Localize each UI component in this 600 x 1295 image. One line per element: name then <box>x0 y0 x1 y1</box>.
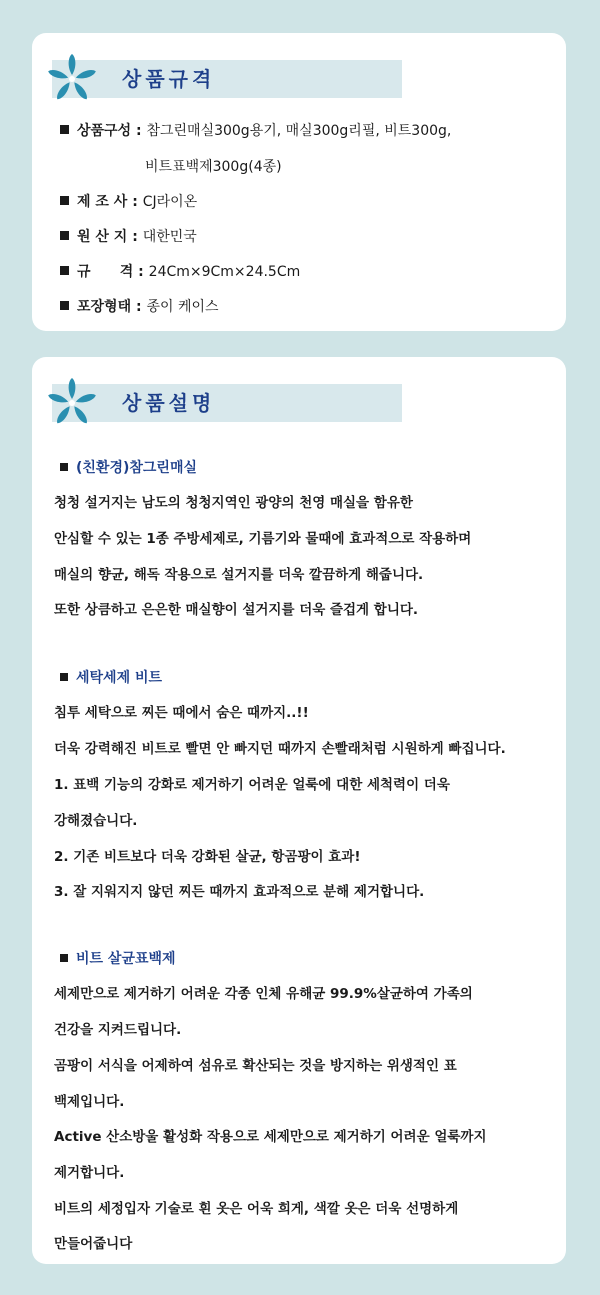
spec-row: 규 격 : 24Cm×9Cm×24.5Cm <box>60 262 300 282</box>
description-card <box>32 357 566 1264</box>
paragraph-line: 백제입니다. <box>54 1094 125 1110</box>
paragraph-line: 곰팡이 서식을 어제하여 섬유로 확산되는 것을 방지하는 위생적인 표 <box>54 1058 457 1074</box>
square-bullet <box>60 954 68 962</box>
paragraph-line: 안심할 수 있는 1종 주방세제로, 기름기와 물때에 효과적으로 작용하며 <box>54 531 472 547</box>
section-heading <box>60 458 197 478</box>
spec-label: 규 격 <box>77 264 134 280</box>
paragraph-line: 만들어줍니다 <box>54 1236 133 1252</box>
paragraph-line: 2. 기존 비트보다 더욱 강화된 살균, 항곰팡이 효과! <box>54 849 361 865</box>
spec-value: 비트표백제300g(4종) <box>145 159 282 175</box>
spec-header <box>52 57 402 101</box>
paragraph-line: Active 산소방울 활성화 작용으로 세제만으로 제거하기 어려운 얼룩까지 <box>54 1129 487 1145</box>
spec-label: 포장형태 <box>77 299 132 315</box>
spec-card <box>32 33 566 331</box>
description-header <box>52 381 402 425</box>
flower-icon <box>44 51 100 107</box>
paragraph-line: 제거합니다. <box>54 1165 125 1181</box>
spec-title: 상품규격 <box>122 67 216 91</box>
flower-icon <box>44 375 100 431</box>
square-bullet <box>60 266 69 275</box>
header-bar <box>52 384 402 422</box>
section-heading-text: 세탁세제 비트 <box>76 670 163 686</box>
square-bullet <box>60 196 69 205</box>
spec-value: CJ라이온 <box>142 194 198 210</box>
paragraph-line: 더욱 강력해진 비트로 빨면 안 빠지던 때까지 손빨래처럼 시원하게 빠집니다. <box>54 741 506 757</box>
paragraph-line: 비트의 세정입자 기술로 흰 옷은 어욱 희게, 색깔 옷은 더욱 선명하게 <box>54 1201 459 1217</box>
spec-value: 종이 케이스 <box>146 299 219 315</box>
square-bullet <box>60 301 69 310</box>
spec-row: 원 산 지 : 대한민국 <box>60 227 197 247</box>
spec-row: 상품구성 : 참그린매실300g용기, 매실300g리필, 비트300g, <box>60 121 451 141</box>
paragraph-line: 강해졌습니다. <box>54 813 138 829</box>
square-bullet <box>60 231 69 240</box>
square-bullet <box>60 125 69 134</box>
paragraph-line: 침투 세탁으로 찌든 때에서 숨은 때까지..!! <box>54 705 309 721</box>
square-bullet <box>60 673 68 681</box>
spec-value: 참그린매실300g용기, 매실300g리필, 비트300g, <box>146 123 452 139</box>
spec-row: 제 조 사 : CJ라이온 <box>60 192 197 212</box>
paragraph-line: 세제만으로 제거하기 어려운 각종 인체 유해균 99.9%살균하여 가족의 <box>54 986 473 1002</box>
square-bullet <box>60 463 68 471</box>
description-title: 상품설명 <box>122 391 216 415</box>
section-heading <box>60 668 162 688</box>
spec-row: 포장형태 : 종이 케이스 <box>60 297 219 317</box>
paragraph-line: 건강을 지켜드립니다. <box>54 1022 182 1038</box>
paragraph-line: 청청 설거지는 남도의 청청지역인 광양의 천영 매실을 함유한 <box>54 495 413 511</box>
spec-row-continuation <box>145 157 282 177</box>
paragraph-line: 3. 잘 지워지지 않던 찌든 때까지 효과적으로 분해 제거합니다. <box>54 884 425 900</box>
section-heading-text: 비트 살균표백제 <box>76 951 176 967</box>
paragraph-line: 매실의 향균, 해독 작용으로 설거지를 더욱 깔끔하게 해줍니다. <box>54 567 424 583</box>
paragraph-line: 또한 상큼하고 은은한 매실향이 설거지를 더욱 즐겁게 합니다. <box>54 602 419 618</box>
section-heading-text: (친환경)참그린매실 <box>76 460 197 476</box>
spec-label: 원 산 지 <box>77 229 128 245</box>
spec-label: 상품구성 <box>77 123 132 139</box>
paragraph-line: 1. 표백 기능의 강화로 제거하기 어려운 얼룩에 대한 세척력이 더욱 <box>54 777 450 793</box>
spec-value: 24Cm×9Cm×24.5Cm <box>148 264 301 280</box>
section-heading <box>60 949 176 969</box>
header-bar <box>52 60 402 98</box>
spec-label: 제 조 사 <box>77 194 128 210</box>
spec-value: 대한민국 <box>142 229 197 245</box>
